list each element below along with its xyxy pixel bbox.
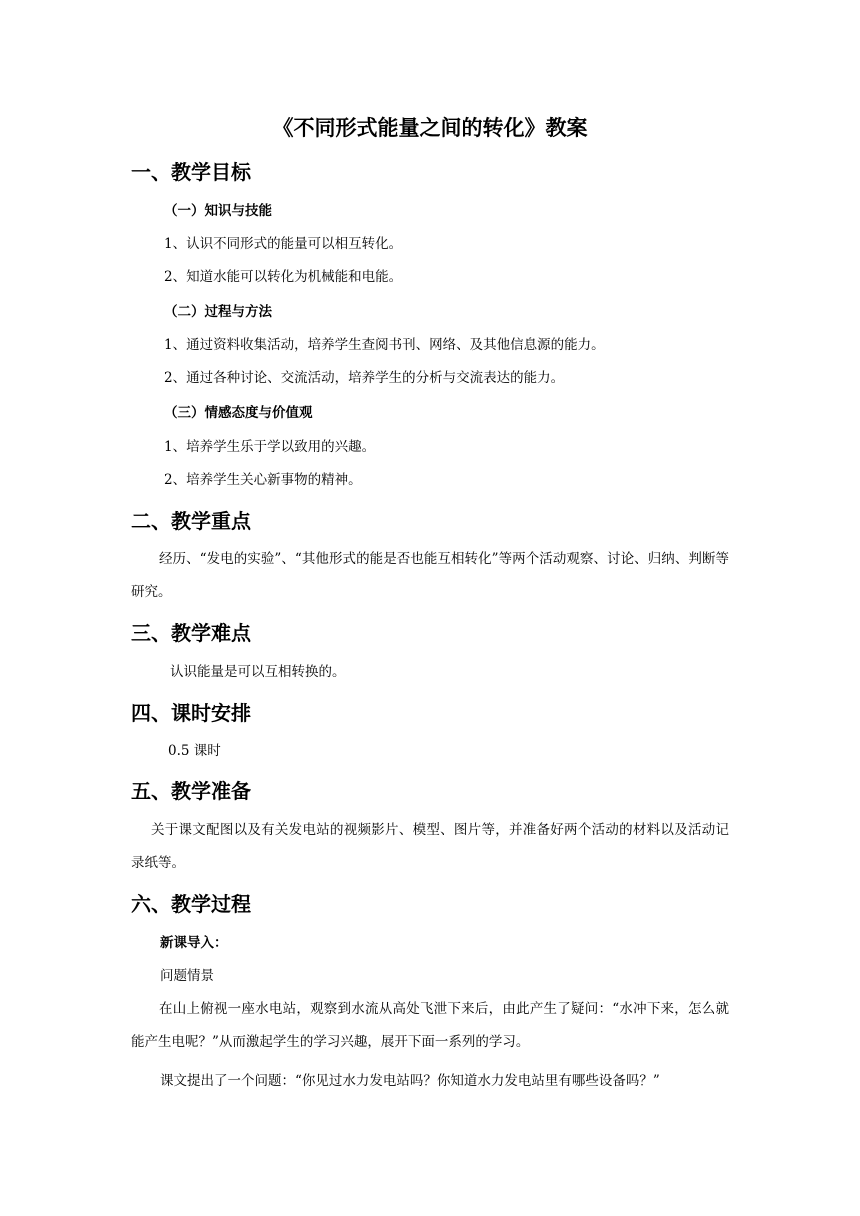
list-item: 1、培养学生乐于学以致用的兴趣。 (164, 439, 376, 455)
subheading-attitudes-values: （三）情感态度与价值观 (164, 405, 313, 421)
section-heading-objectives: 一、教学目标 (131, 160, 251, 184)
list-item: 1、通过资料收集活动，培养学生查阅书刊、网络、及其他信息源的能力。 (164, 337, 605, 353)
section-heading-difficulties: 三、教学难点 (131, 621, 251, 645)
list-item: 2、知道水能可以转化为机械能和电能。 (164, 269, 403, 285)
list-item: 2、通过各种讨论、交流活动，培养学生的分析与交流表达的能力。 (164, 370, 565, 386)
subheading-knowledge-skills: （一）知识与技能 (164, 203, 272, 219)
section-heading-schedule: 四、课时安排 (131, 701, 251, 725)
difficulties-text: 认识能量是可以互相转换的。 (170, 664, 346, 680)
process-paragraph-2: 课文提出了一个问题：“你见过水力发电站吗？你知道水力发电站里有哪些设备吗？” (160, 1073, 660, 1089)
preparation-paragraph: 关于课文配图以及有关发电站的视频影片、模型、图片等，并准备好两个活动的材料以及活动记录纸等。 (131, 822, 729, 871)
list-item: 1、认识不同形式的能量可以相互转化。 (164, 236, 403, 252)
section-heading-preparation: 五、教学准备 (131, 779, 251, 803)
subheading-process-methods: （二）过程与方法 (164, 304, 272, 320)
key-points-paragraph: 经历、“发电的实验”、“其他形式的能是否也能互相转化”等两个活动观察、讨论、归纳、判断等研究。 (131, 551, 729, 600)
schedule-text: 0.5 课时 (168, 743, 221, 759)
section-heading-process: 六、教学过程 (131, 892, 251, 916)
document-title: 《不同形式能量之间的转化》教案 (272, 116, 588, 140)
subheading-lesson-intro: 新课导入： (160, 935, 228, 951)
section-heading-key-points: 二、教学重点 (131, 509, 251, 533)
process-paragraph-1: 在山上俯视一座水电站，观察到水流从高处飞泄下来后，由此产生了疑问：“水冲下来，怎么就能产生电呢？”从而激起学生的学习兴趣，展开下面一系列的学习。 (131, 1001, 729, 1050)
situation-label: 问题情景 (160, 968, 214, 984)
list-item: 2、培养学生关心新事物的精神。 (164, 472, 362, 488)
